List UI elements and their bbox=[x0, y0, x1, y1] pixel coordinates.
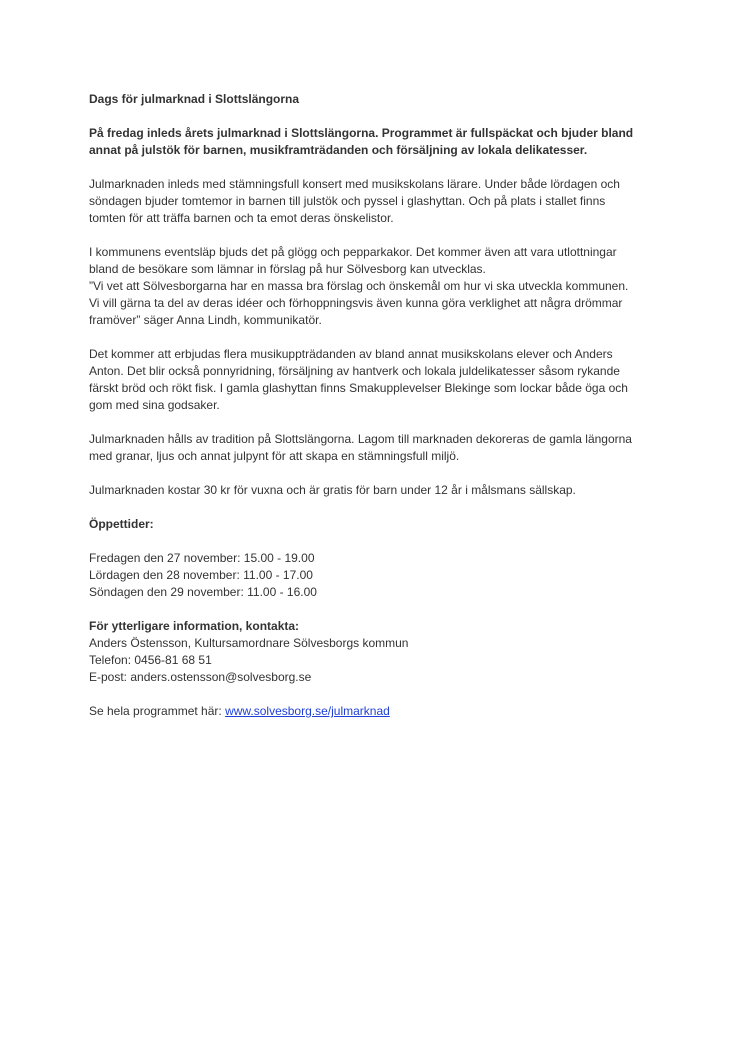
text-line: Vi vill gärna ta del av deras idéer och förhoppningsvis även kunna göra verklighet att några drömmar bbox=[89, 296, 623, 310]
text-line: söndagen bjuder tomtemor in barnen till julstök och pyssel i glashyttan. Och på plats i stallet finns bbox=[89, 194, 606, 208]
hours-item: Fredagen den 27 november: 15.00 - 19.00 bbox=[89, 551, 315, 565]
contact-name: Anders Östensson, Kultursamordnare Sölvesborgs kommun bbox=[89, 636, 409, 650]
text-line: Julmarknaden kostar 30 kr för vuxna och är gratis för barn under 12 år i målsmans sällskap. bbox=[89, 483, 576, 497]
text-line: bland de besökare som lämnar in förslag på hur Sölvesborg kan utvecklas. bbox=[89, 262, 486, 276]
text-line: gom med sina godsaker. bbox=[89, 398, 220, 412]
hours-list bbox=[89, 550, 669, 601]
title-line: Dags för julmarknad i Slottslängorna bbox=[89, 92, 300, 106]
hours-item: Lördagen den 28 november: 11.00 - 17.00 bbox=[89, 568, 313, 582]
paragraph-concert bbox=[89, 176, 669, 227]
hours-heading-text: Öppettider: bbox=[89, 517, 154, 531]
paragraph-tradition bbox=[89, 431, 669, 465]
text-line: Julmarknaden inleds med stämningsfull konsert med musikskolans lärare. Under både lördagen och bbox=[89, 177, 620, 191]
paragraph-eventslap bbox=[89, 244, 669, 329]
text-line: Anton. Det blir också ponnyridning, försäljning av hantverk och lokala juldelikatesser såsom rykande bbox=[89, 364, 620, 378]
lead-line: annat på julstök för barnen, musikframträdanden och försäljning av lokala delikatesser. bbox=[89, 143, 588, 157]
text-line: Det kommer att erbjudas flera musikuppträdanden av bland annat musikskolans elever och Anders bbox=[89, 347, 613, 361]
program-line bbox=[89, 703, 669, 720]
text-line: Julmarknaden hålls av tradition på Slottslängorna. Lagom till marknaden dekoreras de gamla längorna bbox=[89, 432, 632, 446]
text-line: ”Vi vet att Sölvesborgarna har en massa bra förslag och önskemål om hur vi ska utveckla kommunen. bbox=[89, 279, 629, 293]
program-text: Se hela programmet här: bbox=[89, 704, 226, 718]
paragraph-music bbox=[89, 346, 669, 414]
lead-paragraph bbox=[89, 125, 669, 159]
text-line: med granar, ljus och annat julpynt för att skapa en stämningsfull miljö. bbox=[89, 449, 460, 463]
lead-line: På fredag inleds årets julmarknad i Slottslängorna. Programmet är fullspäckat och bjuder bland bbox=[89, 126, 634, 140]
hours-heading bbox=[89, 516, 669, 533]
article-title bbox=[89, 91, 669, 108]
hours-item: Söndagen den 29 november: 11.00 - 16.00 bbox=[89, 585, 317, 599]
document-page bbox=[89, 91, 669, 737]
text-line: I kommunens eventsläp bjuds det på glögg och pepparkakor. Det kommer även att vara utlottningar bbox=[89, 245, 617, 259]
text-line: tomten för att träffa barnen och ta emot deras önskelistor. bbox=[89, 211, 394, 225]
program-link[interactable]: www.solvesborg.se/julmarknad bbox=[225, 704, 390, 718]
text-line: framöver” säger Anna Lindh, kommunikatör. bbox=[89, 313, 322, 327]
text-line: färskt bröd och rökt fisk. I gamla glashyttan finns Smakupplevelser Blekinge som lockar både öga och bbox=[89, 381, 628, 395]
contact-heading: För ytterligare information, kontakta: bbox=[89, 619, 300, 633]
paragraph-price bbox=[89, 482, 669, 499]
contact-block bbox=[89, 618, 669, 686]
contact-phone: Telefon: 0456-81 68 51 bbox=[89, 653, 212, 667]
contact-email: E-post: anders.ostensson@solvesborg.se bbox=[89, 670, 312, 684]
